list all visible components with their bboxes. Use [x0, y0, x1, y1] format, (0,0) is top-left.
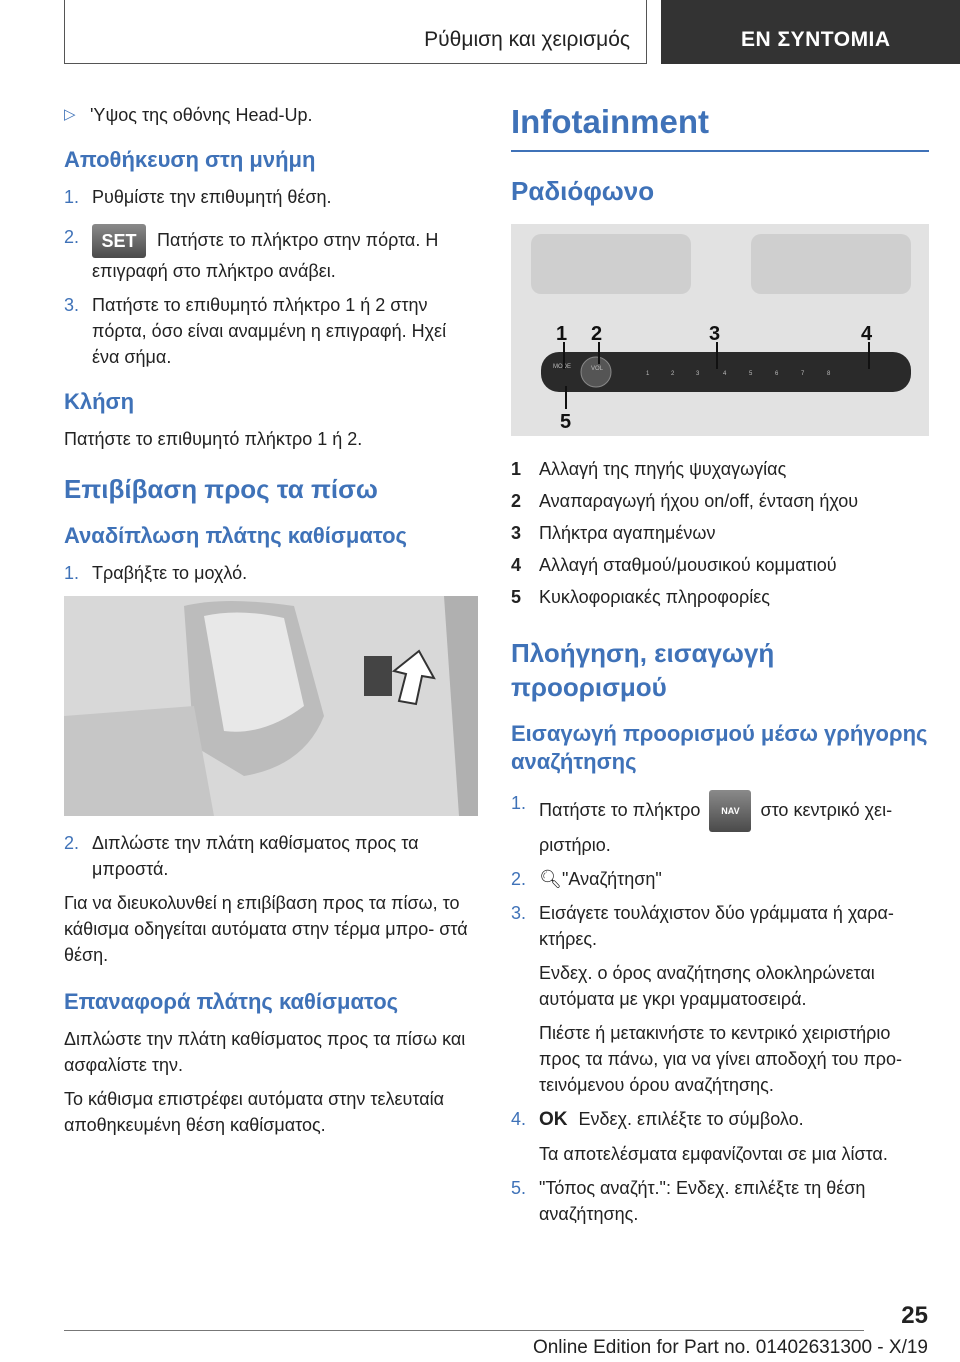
nav-step-3-note-2: Πιέστε ή μετακινήστε το κεντρικό χειριστήριο προς τα πάνω, για να γίνει αποδοχή του προ- τεινόμενου όρου αναζήτησης. [539, 1023, 903, 1095]
radio-legend [511, 456, 929, 610]
vol-key-label: VOL [591, 366, 604, 372]
nav-step-5: 5. "Τόπος αναζήτ.": Ενδεχ. επιλέξτε τη θέση αναζήτησης. [511, 1178, 866, 1224]
nav-step-3-note-1: Ενδεχ. ο όρος αναζήτησης ολοκληρώνεται αυτόματα με γκρι γραμματοσειρά. [539, 963, 875, 1009]
fold-step-2: 2. Διπλώστε την πλάτη καθίσματος προς τα μπροστά. [64, 833, 419, 879]
fav-key-4: 4 [723, 371, 727, 377]
fav-key-7: 7 [801, 371, 805, 377]
fav-key-2: 2 [671, 371, 675, 377]
legend-row: 4 Αλλαγή σταθμού/μουσικού κομματιού [511, 555, 837, 575]
fav-key-1: 1 [646, 371, 650, 377]
fav-key-3: 3 [696, 371, 700, 377]
legend-row: 5 Κυκλοφοριακές πληροφορίες [511, 587, 770, 607]
nav-heading: Πλοήγηση, εισαγωγή προορισμού [511, 638, 775, 702]
reset-heading: Επαναφορά πλάτης καθίσματος [64, 989, 399, 1014]
page-header [0, 0, 960, 66]
reset-text-2: Το κάθισμα επιστρέφει αυτόματα στην τελευταία αποθηκευμένη θέση καθίσματος. [64, 1089, 445, 1135]
nav-step-3: 3. Εισάγετε τουλάχιστον δύο γράμματα ή χαρα- κτήρες. [511, 903, 894, 949]
header-box [64, 0, 647, 64]
set-button-icon: SET [92, 224, 146, 258]
fav-key-5: 5 [749, 371, 753, 377]
section-title: Ρύθμιση και χειρισμός [424, 28, 630, 51]
nav-step-4: 4. OK Ενδεχ. επιλέξτε το σύμβολο. [511, 1109, 804, 1130]
radio-illustration [511, 224, 929, 436]
reset-text-1: Διπλώστε την πλάτη καθίσματος προς τα πίσω και ασφαλίστε την. [64, 1029, 466, 1075]
nav-subheading: Εισαγωγή προορισμού μέσω γρήγορης αναζήτησης [511, 721, 928, 774]
page-number: 25 [901, 1302, 928, 1329]
nav-step-2: 2. 🔍︎ "Αναζήτηση" [511, 866, 929, 892]
infotainment-heading: Infotainment [511, 102, 929, 152]
chapter-tab: ΕΝ ΣΥΝΤΟΜΙΑ [661, 0, 960, 64]
fold-text: Για να διευκολυνθεί η επιβίβαση προς τα πίσω, το κάθισμα οδηγείται αυτόματα στην τέρμα μπρο- στά θέση. [64, 893, 468, 965]
legend-row: 1 Αλλαγή της πηγής ψυχαγωγίας [511, 459, 787, 479]
recall-heading: Κλήση [64, 389, 135, 414]
bullet-text: 'Υψος της οθόνης Head-Up. [90, 105, 313, 125]
mode-key-label: MODE [553, 364, 571, 370]
triangle-right-icon: ▷ [64, 106, 76, 123]
nav-step-1: 1. Πατήστε το πλήκτρο NAV στο κεντρικό χει- ριστήριο. [511, 790, 929, 858]
callout-2: 2 [591, 323, 603, 345]
right-column [511, 102, 929, 1235]
left-column [64, 102, 478, 1146]
edition-note: Online Edition for Part no. 01402631300 - X/19 [532, 1337, 928, 1358]
callout-4: 4 [861, 323, 873, 345]
fold-step-1: 1. Τραβήξτε το μοχλό. [64, 563, 248, 583]
callout-1: 1 [556, 323, 568, 345]
ok-icon: OK [539, 1109, 568, 1130]
legend-row: 2 Αναπαραγωγή ήχου on/off, ένταση ήχου [511, 491, 859, 511]
recall-text: Πατήστε το επιθυμητό πλήκτρο 1 ή 2. [64, 429, 363, 449]
fav-key-6: 6 [775, 371, 779, 377]
save-step-3: 3. Πατήστε το επιθυμητό πλήκτρο 1 ή 2 στην πόρτα, όσο είναι αναμμένη η επιγραφή. Ηχεί ένα σήμα. [64, 295, 447, 367]
save-heading: Αποθήκευση στη μνήμη [64, 147, 316, 172]
callout-5: 5 [560, 411, 572, 433]
callout-3: 3 [709, 323, 721, 345]
fold-heading: Αναδίπλωση πλάτης καθίσματος [64, 523, 407, 548]
save-step-1: 1. Ρυθμίστε την επιθυμητή θέση. [64, 187, 332, 207]
nav-button-icon: NAV [709, 790, 751, 832]
rear-entry-heading: Επιβίβαση προς τα πίσω [64, 474, 378, 504]
search-icon: 🔍︎ [539, 869, 562, 889]
bullet-item [64, 102, 478, 128]
legend-row: 3 Πλήκτρα αγαπημένων [511, 523, 716, 543]
nav-step-4-note: Τα αποτελέσματα εμφανίζονται σε μια λίστα. [539, 1144, 888, 1164]
fav-key-8: 8 [827, 371, 831, 377]
seat-illustration [64, 596, 478, 816]
seat-lever-photo [64, 596, 478, 816]
footer-divider [64, 1330, 864, 1331]
save-step-2: 2. SET Πατήστε το πλήκτρο στην πόρτα. Η επιγραφή στο πλήκτρο ανάβει. [64, 224, 478, 284]
radio-heading: Ραδιόφωνο [511, 176, 655, 206]
radio-panel-photo [511, 224, 929, 436]
